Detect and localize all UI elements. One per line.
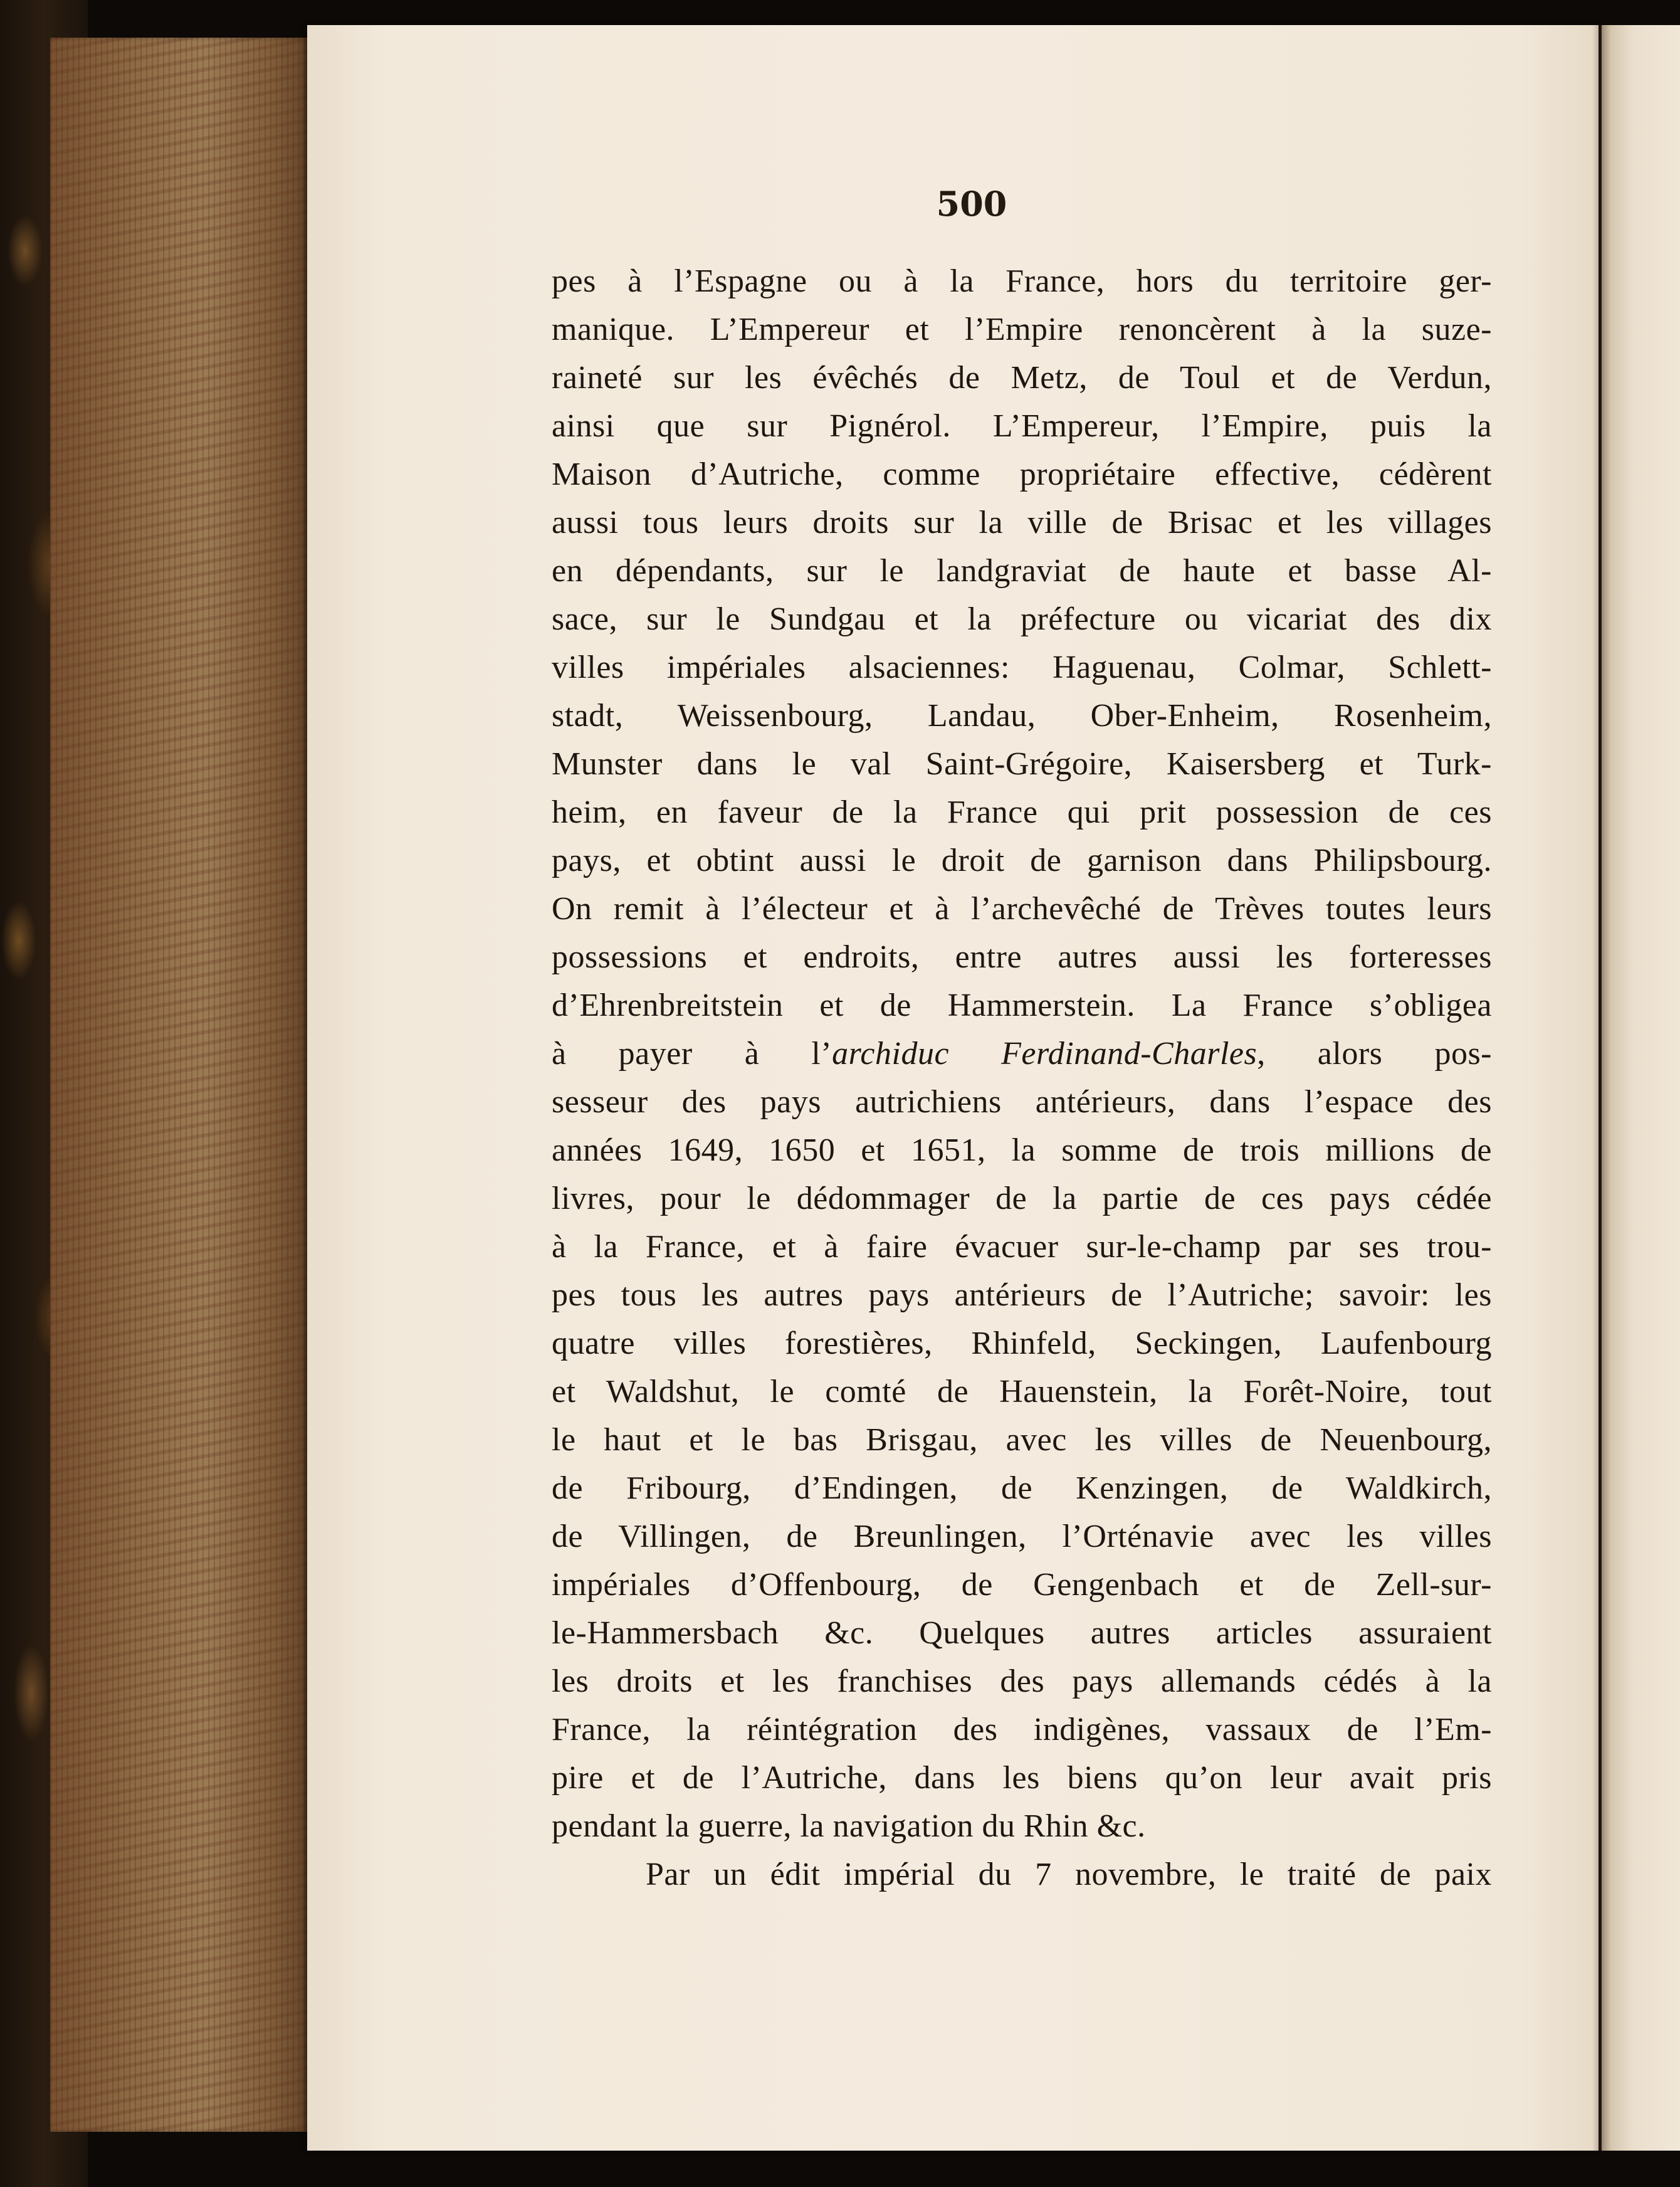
text-line: quatre villes forestières, Rhinfeld, Seckingen, Laufenbourg (552, 1325, 1492, 1361)
text-line: les droits et les franchises des pays allemands cédés à la (552, 1663, 1492, 1699)
text-line: pes tous les autres pays antérieurs de l’Autriche; savoir: les (552, 1277, 1492, 1313)
text-line: possessions et endroits, entre autres aussi les forteresses (552, 939, 1492, 975)
text-segment: , alors pos- (1257, 1036, 1492, 1072)
text-line: pes à l’Espagne ou à la France, hors du territoire ger- (552, 263, 1492, 299)
text-line: pendant la guerre, la navigation du Rhin &c. (552, 1808, 1146, 1844)
text-line: heim, en faveur de la France qui prit possession de ces (552, 794, 1492, 830)
text-line: On remit à l’électeur et à l’archevêché de Trèves toutes leurs (552, 891, 1492, 927)
page-gutter (1592, 25, 1611, 2151)
text-line: pire et de l’Autriche, dans les biens qu’on leur avait pris (552, 1760, 1492, 1796)
italic-name: archiduc Ferdinand-Charles (832, 1036, 1257, 1072)
text-line: à la France, et à faire évacuer sur-le-champ par ses trou- (552, 1229, 1492, 1265)
text-line: en dépendants, sur le landgraviat de haute et basse Al- (552, 553, 1492, 589)
text-line-with-italic (552, 1030, 1492, 1078)
text-line: pays, et obtint aussi le droit de garnison dans Philipsbourg. (552, 843, 1492, 878)
paragraph-start-line: Par un édit impérial du 7 novembre, le traité de paix (646, 1857, 1492, 1892)
text-line: d’Ehrenbreitstein et de Hammerstein. La France s’obligea (552, 988, 1492, 1023)
facing-page-edge (1602, 25, 1680, 2151)
page-number: 500 (936, 184, 1007, 224)
text-line: Maison d’Autriche, comme propriétaire effective, cédèrent (552, 456, 1492, 492)
text-segment: à payer à l’ (552, 1036, 832, 1072)
text-line: sace, sur le Sundgau et la préfecture ou vicariat des dix (552, 601, 1492, 637)
text-line: sesseur des pays autrichiens antérieurs, dans l’espace des (552, 1084, 1492, 1120)
text-line: manique. L’Empereur et l’Empire renoncèrent à la suze- (552, 312, 1492, 347)
body-text (552, 257, 1492, 1899)
text-line: et Waldshut, le comté de Hauenstein, la Forêt-Noire, tout (552, 1374, 1492, 1410)
text-line: Munster dans le val Saint-Grégoire, Kaisersberg et Turk- (552, 746, 1492, 782)
text-line: livres, pour le dédommager de la partie de ces pays cédée (552, 1181, 1492, 1216)
text-line: France, la réintégration des indigènes, vassaux de l’Em- (552, 1712, 1492, 1747)
text-line: raineté sur les évêchés de Metz, de Toul et de Verdun, (552, 360, 1492, 396)
text-line: de Villingen, de Breunlingen, l’Orténavie avec les villes (552, 1519, 1492, 1554)
text-line: de Fribourg, d’Endingen, de Kenzingen, de Waldkirch, (552, 1470, 1492, 1506)
text-line: le-Hammersbach &c. Quelques autres articles assuraient (552, 1615, 1492, 1651)
text-line: années 1649, 1650 et 1651, la somme de trois millions de (552, 1132, 1492, 1168)
page-edge (50, 38, 311, 2132)
text-line: villes impériales alsaciennes: Haguenau, Colmar, Schlett- (552, 650, 1492, 685)
text-line: le haut et le bas Brisgau, avec les villes de Neuenbourg, (552, 1422, 1492, 1458)
text-line: aussi tous leurs droits sur la ville de Brisac et les villages (552, 505, 1492, 540)
text-line: impériales d’Offenbourg, de Gengenbach et de Zell-sur- (552, 1567, 1492, 1603)
text-line: stadt, Weissenbourg, Landau, Ober-Enheim, Rosenheim, (552, 698, 1492, 734)
text-line: ainsi que sur Pignérol. L’Empereur, l’Empire, puis la (552, 408, 1492, 444)
